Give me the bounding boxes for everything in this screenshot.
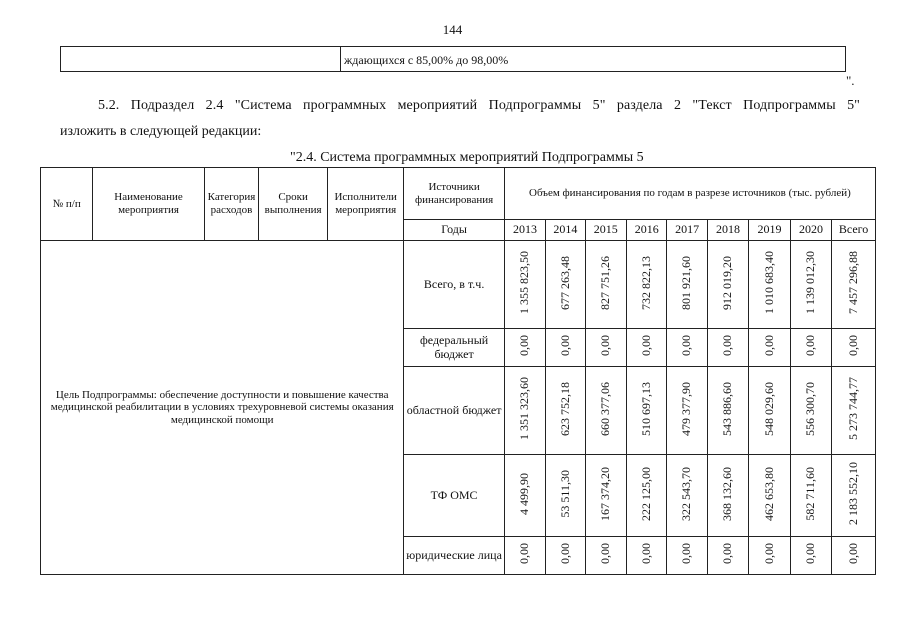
value-cell — [504, 329, 545, 367]
year-2020: 2020 — [790, 220, 831, 241]
value-cell — [749, 241, 790, 329]
value-cell — [504, 455, 545, 537]
value-text: 479 377,90 — [679, 381, 694, 436]
value-cell — [749, 455, 790, 537]
value-cell — [749, 329, 790, 367]
value-text: 0,00 — [720, 543, 735, 565]
value-cell — [585, 241, 626, 329]
value-cell — [707, 455, 748, 537]
year-2018: 2018 — [707, 220, 748, 241]
closing-quote: ". — [846, 73, 855, 88]
value-cell — [585, 367, 626, 455]
value-cell — [832, 367, 876, 455]
value-text: 1 351 323,60 — [517, 377, 532, 441]
value-text: 2 183 552,10 — [845, 462, 860, 526]
value-text: 0,00 — [803, 335, 818, 357]
year-2016: 2016 — [627, 220, 667, 241]
header-sources: Источники финансирования — [404, 168, 504, 220]
value-text: 543 886,60 — [720, 381, 735, 436]
value-cell — [749, 367, 790, 455]
value-text: 7 457 296,88 — [845, 251, 860, 315]
value-text: 677 263,48 — [557, 255, 572, 310]
value-cell — [585, 455, 626, 537]
value-cell — [832, 537, 876, 575]
value-text: 222 125,00 — [638, 466, 653, 521]
value-text: 0,00 — [597, 335, 612, 357]
value-cell — [707, 537, 748, 575]
header-category: Категория расходов — [204, 168, 259, 241]
previous-table-fragment — [60, 46, 846, 72]
header-terms: Сроки выполнения — [259, 168, 328, 241]
value-cell — [627, 241, 667, 329]
value-text: 0,00 — [761, 335, 776, 357]
value-cell — [749, 537, 790, 575]
program-measures-table — [40, 167, 876, 575]
value-cell — [790, 367, 831, 455]
value-text: 0,00 — [517, 543, 532, 565]
value-cell — [790, 241, 831, 329]
value-text: 0,00 — [679, 543, 694, 565]
paragraph-line-1: 5.2. Подраздел 2.4 "Система программных мероприятий Подпрограммы 5" раздела 2 "Текст Подпрограммы 5" — [98, 98, 860, 113]
value-text: 623 752,18 — [557, 381, 572, 436]
value-text: 0,00 — [517, 335, 532, 357]
value-cell — [707, 367, 748, 455]
value-text: 0,00 — [720, 335, 735, 357]
value-text: 801 921,60 — [679, 255, 694, 310]
value-cell — [790, 329, 831, 367]
value-cell — [667, 455, 707, 537]
value-cell — [546, 455, 585, 537]
year-2015: 2015 — [585, 220, 626, 241]
value-text: 732 822,13 — [638, 255, 653, 310]
previous-table-cell-text: ждающихся с 85,00% до 98,00% — [344, 53, 509, 67]
table-caption: "2.4. Система программных мероприятий Подпрограммы 5 — [290, 150, 644, 165]
year-2013: 2013 — [504, 220, 545, 241]
value-text: 0,00 — [761, 543, 776, 565]
value-text: 660 377,06 — [597, 381, 612, 436]
value-text: 0,00 — [803, 543, 818, 565]
year-2019: 2019 — [749, 220, 790, 241]
header-volume: Объем финансирования по годам в разрезе источников (тыс. рублей) — [504, 168, 875, 220]
value-text: 582 711,60 — [803, 466, 818, 521]
value-cell — [504, 537, 545, 575]
value-cell — [627, 455, 667, 537]
value-cell — [790, 455, 831, 537]
value-text: 1 139 012,30 — [803, 251, 818, 315]
value-cell — [585, 329, 626, 367]
value-text: 0,00 — [638, 543, 653, 565]
value-cell — [832, 329, 876, 367]
value-text: 167 374,20 — [597, 466, 612, 521]
value-text: 0,00 — [845, 335, 860, 357]
table-row — [41, 241, 876, 329]
value-text: 0,00 — [557, 543, 572, 565]
year-2014: 2014 — [546, 220, 585, 241]
cell-divider — [340, 47, 341, 71]
year-2017: 2017 — [667, 220, 707, 241]
value-text: 1 355 823,50 — [517, 251, 532, 315]
value-text: 0,00 — [557, 335, 572, 357]
value-cell — [707, 329, 748, 367]
value-text: 0,00 — [679, 335, 694, 357]
header-name: Наименование мероприятия — [93, 168, 204, 241]
source-label: федеральный бюджет — [404, 329, 504, 367]
value-cell — [667, 537, 707, 575]
value-cell — [504, 241, 545, 329]
value-text: 556 300,70 — [803, 381, 818, 436]
paragraph-line-2: изложить в следующей редакции: — [60, 124, 262, 139]
value-cell — [667, 329, 707, 367]
header-executors: Исполнители мероприятия — [328, 168, 404, 241]
source-label: ТФ ОМС — [404, 455, 504, 537]
value-text: 510 697,13 — [638, 381, 653, 436]
value-text: 368 132,60 — [720, 466, 735, 521]
source-label: юридические лица — [404, 537, 504, 575]
years-label: Годы — [404, 220, 504, 241]
value-cell — [504, 367, 545, 455]
value-cell — [627, 329, 667, 367]
year-total: Всего — [832, 220, 876, 241]
value-cell — [546, 537, 585, 575]
value-text: 827 751,26 — [597, 255, 612, 310]
value-cell — [832, 455, 876, 537]
value-text: 0,00 — [845, 543, 860, 565]
header-num: № п/п — [41, 168, 93, 241]
value-text: 548 029,60 — [761, 381, 776, 436]
value-cell — [790, 537, 831, 575]
value-cell — [832, 241, 876, 329]
source-label: Всего, в т.ч. — [404, 241, 504, 329]
value-text: 4 499,90 — [517, 472, 532, 515]
value-text: 0,00 — [597, 543, 612, 565]
value-text: 1 010 683,40 — [761, 251, 776, 315]
value-cell — [546, 367, 585, 455]
value-cell — [546, 329, 585, 367]
value-cell — [546, 241, 585, 329]
value-cell — [585, 537, 626, 575]
value-text: 462 653,80 — [761, 466, 776, 521]
source-label: областной бюджет — [404, 367, 504, 455]
goal-text: Цель Подпрограммы: обеспечение доступности и повышение качества медицинской реабилитации в условиях трехуровневой системы оказания медицинской помощи — [41, 241, 404, 575]
header-row — [41, 168, 876, 220]
value-text: 5 273 744,77 — [845, 377, 860, 441]
value-cell — [667, 367, 707, 455]
value-cell — [667, 241, 707, 329]
value-text: 53 511,30 — [557, 469, 572, 518]
value-cell — [707, 241, 748, 329]
value-text: 912 019,20 — [720, 255, 735, 310]
value-cell — [627, 537, 667, 575]
page-number: 144 — [442, 22, 463, 37]
value-cell — [627, 367, 667, 455]
value-text: 322 543,70 — [679, 466, 694, 521]
value-text: 0,00 — [638, 335, 653, 357]
